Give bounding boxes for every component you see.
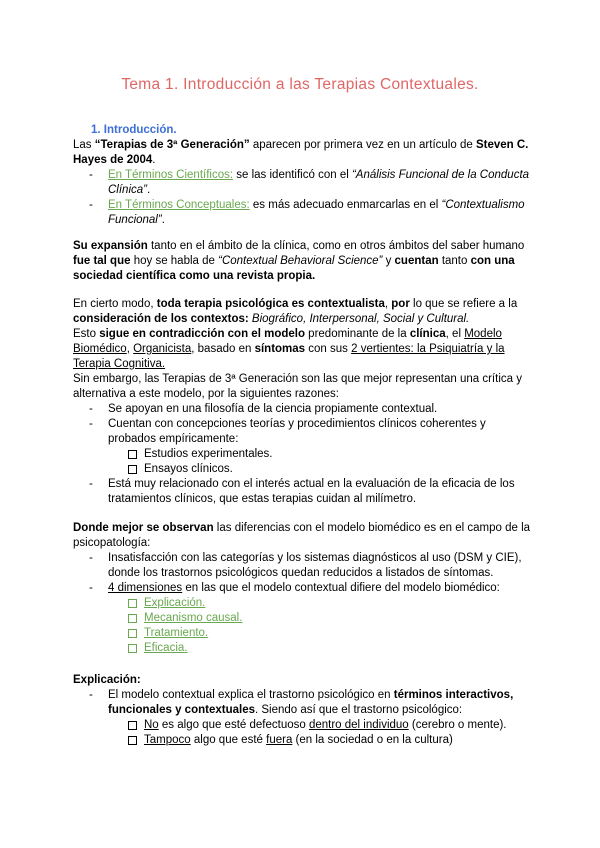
text: , el (445, 328, 465, 340)
underlined-text: dentro del individuo (308, 719, 409, 731)
text: Esto (73, 328, 100, 340)
dash-marker: - (89, 169, 93, 181)
text: El modelo contextual explica el trastorno psicológico en (108, 689, 394, 701)
text: , (384, 298, 392, 310)
dash-marker: - (89, 478, 93, 490)
italic-text: “Contextual Behavioral Science” (218, 255, 383, 267)
text: predominante de la (304, 328, 410, 340)
checklist-item (73, 447, 533, 462)
link-explicacion[interactable]: Explicación. (144, 597, 206, 609)
link-mecanismo-causal[interactable]: Mecanismo causal. (144, 612, 243, 624)
section-number: 1. (91, 124, 101, 136)
list-item (73, 198, 533, 228)
italic-text: Biográfico, Interpersonal, Social y Cultural. (248, 313, 470, 325)
text: , basado en (191, 343, 255, 355)
text: las diferencias con el modelo biomédico es en el campo de la psicopatología: (73, 522, 531, 549)
intro-paragraph (73, 138, 533, 168)
checkbox-icon[interactable] (128, 465, 137, 474)
bold-text: fue tal que (73, 255, 131, 267)
document-title: Tema 1. Introducción a las Terapias Contextuales. (121, 76, 479, 93)
text: . Siendo así que el trastorno psicológico: (255, 704, 463, 716)
underlined-text: No (144, 719, 159, 731)
dash-marker: - (89, 403, 93, 415)
list-item (73, 417, 533, 447)
section-introduction (73, 123, 533, 228)
list-item (73, 581, 533, 596)
contextualist-paragraph (73, 297, 533, 507)
section-heading (73, 123, 533, 138)
list-item (73, 688, 533, 718)
text: tanto (438, 255, 471, 267)
text: (cerebro o mente). (408, 719, 507, 731)
checkbox-icon[interactable] (128, 599, 137, 608)
list-item-text: Insatisfacción con las categorías y los sistemas diagnósticos al uso (DSM y CIE), donde los trastornos psicológicos quedan reducidos a listados de síntomas. (108, 552, 522, 579)
checkbox-icon[interactable] (128, 629, 137, 638)
checklist-item (73, 641, 533, 656)
text: se las identificó con el (233, 169, 352, 181)
text: es más adecuado enmarcarlas en el (249, 199, 442, 211)
underlined-text: 4 dimensiones (108, 582, 183, 594)
dash-marker: - (89, 552, 93, 564)
underlined-text: Organicista (133, 343, 192, 355)
checkbox-icon[interactable] (128, 736, 137, 745)
paragraph-line (73, 327, 533, 372)
list-item (73, 551, 533, 581)
list-item (73, 168, 533, 198)
text: . (152, 154, 156, 166)
section-title: Introducción. (103, 124, 177, 136)
text: , (126, 343, 134, 355)
bold-text: por (391, 298, 410, 310)
subsection-heading (73, 673, 533, 688)
paragraph-line (73, 297, 533, 327)
list-item-text: Se apoyan en una filosofía de la ciencia propiamente contextual. (108, 403, 438, 415)
list-item-text: Está muy relacionado con el interés actual en la evaluación de la eficacia de los tratamientos clínicos, que estas terapias cuidan al milímetro. (108, 478, 515, 505)
text: hoy se habla de (130, 255, 219, 267)
psychopathology-paragraph (73, 521, 533, 656)
bold-text: toda terapia psicológica es contextualista (156, 298, 385, 310)
checklist-text: Ensayos clínicos. (144, 463, 233, 475)
checklist-item (73, 733, 533, 748)
underlined-text: Tampoco (144, 734, 191, 746)
list-item (73, 402, 533, 417)
dash-marker: - (89, 418, 93, 430)
text: aparecen por primera vez en un artículo de (249, 139, 476, 151)
bold-text: clínica (409, 328, 446, 340)
checkbox-icon[interactable] (128, 721, 137, 730)
bold-text: con una sociedad científica como una revista propia. (73, 255, 515, 282)
text: . (146, 184, 151, 196)
bold-text: consideración de los contextos: (73, 313, 249, 325)
checklist-item (73, 718, 533, 733)
text: con sus (305, 343, 352, 355)
bold-text: Explicación: (73, 674, 141, 686)
list-item (73, 477, 533, 507)
dash-marker: - (89, 582, 93, 594)
link-terminos-cientificos[interactable]: En Términos Científicos: (108, 169, 234, 181)
paragraph-line (73, 521, 533, 551)
checklist-item (73, 596, 533, 611)
bold-text: sigue en contradicción con el modelo (99, 328, 305, 340)
text: . (161, 214, 165, 226)
italic-text: “Contextualismo Funcional” (108, 199, 525, 226)
checkbox-icon[interactable] (128, 450, 137, 459)
text: en las que el modelo contextual difiere del modelo biomédico: (182, 582, 500, 594)
checkbox-icon[interactable] (128, 614, 137, 623)
text: En cierto modo, (73, 298, 157, 310)
underlined-text: 2 vertientes: la Psiquiatría y la Terapia Cognitiva. (73, 343, 505, 370)
underlined-text: Modelo Biomédico (73, 328, 502, 355)
bold-text: síntomas (254, 343, 306, 355)
link-tratamiento[interactable]: Tratamiento. (144, 627, 209, 639)
bold-text: Su expansión (73, 240, 148, 252)
text: tanto en el ámbito de la clínica, como en otros ámbitos del saber humano (147, 240, 525, 252)
term-terapias-3g: “Terapias de 3ª Generación” (94, 139, 250, 151)
checklist-item (73, 611, 533, 626)
text: lo que se refiere a la (409, 298, 518, 310)
text: y (382, 255, 395, 267)
bold-text: Donde mejor se observan (73, 522, 214, 534)
author-reference: Steven C. Hayes de 2004 (73, 139, 529, 166)
text: Las (73, 139, 95, 151)
bold-text: términos interactivos, funcionales y contextuales (108, 689, 514, 716)
explicacion-section (73, 673, 533, 748)
dash-marker: - (89, 199, 93, 211)
italic-text: “Análisis Funcional de la Conducta Clínica” (108, 169, 530, 196)
bold-text: cuentan (394, 255, 439, 267)
link-terminos-conceptuales[interactable]: En Términos Conceptuales: (108, 199, 250, 211)
paragraph-line: Sin embargo, las Terapias de 3ª Generación son las que mejor representan una crítica y alternativa a este modelo, por la siguientes razones: (73, 373, 522, 400)
checklist-text: Estudios experimentales. (144, 448, 273, 460)
checkbox-icon[interactable] (128, 644, 137, 653)
text: es algo que esté defectuoso (158, 719, 309, 731)
expansion-paragraph (73, 239, 533, 284)
underlined-text: fuera (266, 734, 293, 746)
text: algo que esté (190, 734, 267, 746)
text: (en la sociedad o en la cultura) (292, 734, 453, 746)
checklist-item (73, 462, 533, 477)
checklist-item (73, 626, 533, 641)
dash-marker: - (89, 689, 93, 701)
link-eficacia[interactable]: Eficacia. (144, 642, 188, 654)
list-item-text: Cuentan con concepciones teorías y procedimientos clínicos coherentes y probados empíricamente: (108, 418, 486, 445)
